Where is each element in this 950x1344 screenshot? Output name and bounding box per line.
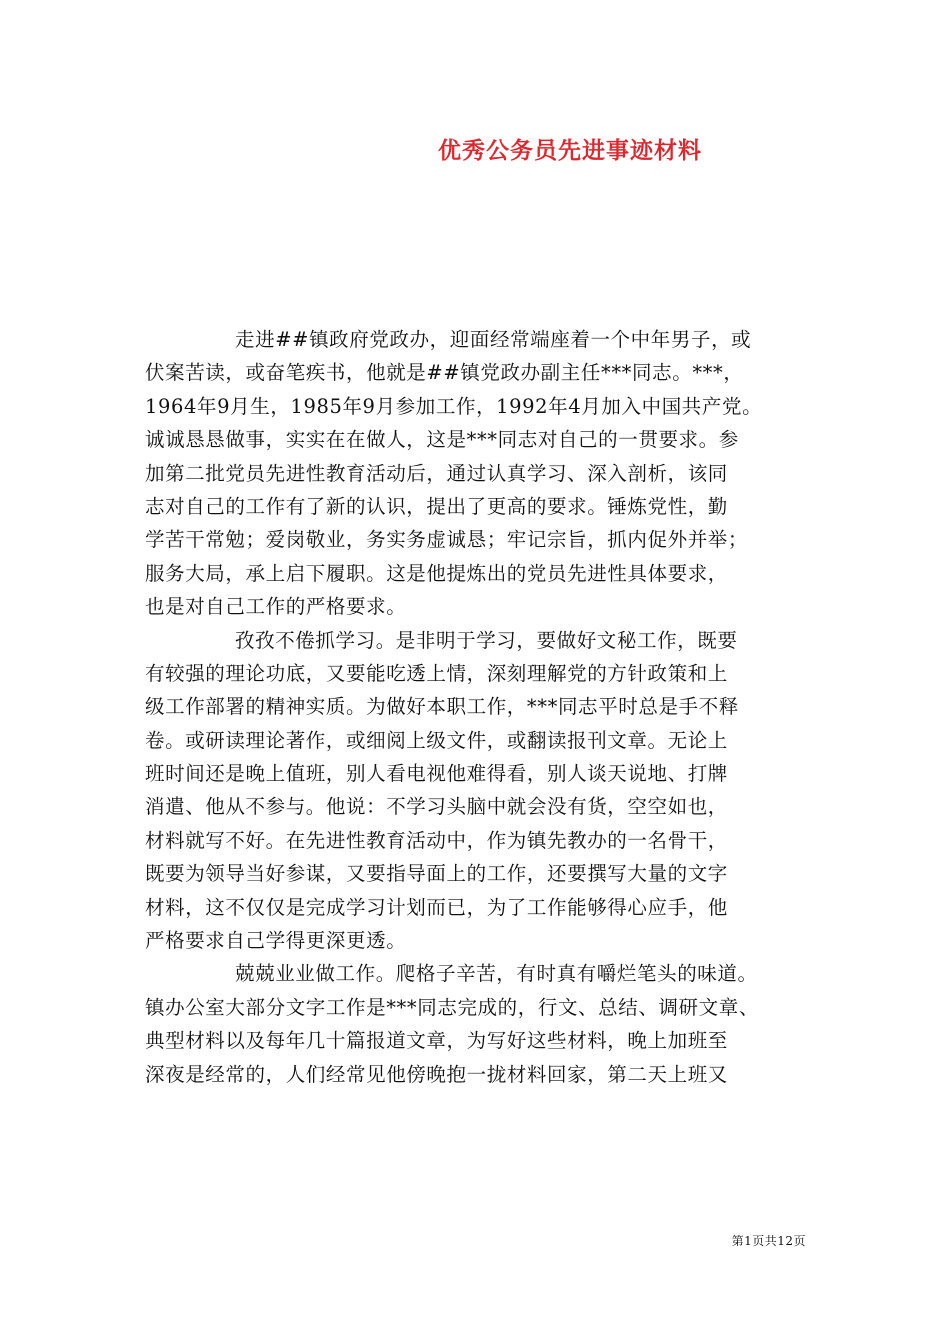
text-line: 严格要求自己学得更深更透。 bbox=[145, 929, 407, 953]
text-line: 学苦干常勉；爱岗敬业，务实务虚诚恳；牢记宗旨，抓内促外并举； bbox=[145, 528, 749, 552]
text-line: 典型材料以及每年几十篇报道文章，为写好这些材料，晚上加班至 bbox=[145, 1029, 728, 1053]
paragraph bbox=[145, 624, 813, 958]
text-line: 孜孜不倦抓学习。是非明于学习，要做好文秘工作，既要 bbox=[235, 628, 738, 652]
text-line: 深夜是经常的，人们经常见他傍晚抱一拢材料回家，第二天上班又 bbox=[145, 1062, 728, 1086]
text-line: 服务大局，承上启下履职。这是他提炼出的党员先进性具体要求， bbox=[145, 561, 728, 585]
text-line: 兢兢业业做工作。爬格子辛苦，有时真有嚼烂笔头的味道。 bbox=[235, 962, 758, 986]
text-line: 志对自己的工作有了新的认识，提出了更高的要求。锤炼党性，勤 bbox=[145, 494, 728, 518]
text-line: 有较强的理论功底，又要能吃透上情，深刻理解党的方针政策和上 bbox=[145, 661, 728, 685]
page-number-footer: 第1页共12页 bbox=[731, 1234, 806, 1248]
text-line: 既要为领导当好参谋，又要指导面上的工作，还要撰写大量的文字 bbox=[145, 862, 728, 886]
document-title: 优秀公务员先进事迹材料 bbox=[438, 137, 702, 164]
text-line: 班时间还是晚上值班，别人看电视他难得看，别人谈天说地、打牌 bbox=[145, 762, 728, 786]
text-line: 级工作部署的精神实质。为做好本职工作，***同志平时总是手不释 bbox=[145, 695, 739, 719]
text-line: 也是对自己工作的严格要求。 bbox=[145, 595, 407, 619]
text-line: 消遣、他从不参与。他说：不学习头脑中就会没有货，空空如也， bbox=[145, 795, 728, 819]
text-line: 走进##镇政府党政办，迎面经常端座着一个中年男子，或 bbox=[235, 328, 752, 351]
text-line: 1964年9月生，1985年9月参加工作，1992年4月加入中国共产党。 bbox=[145, 394, 763, 418]
text-line: 卷。或研读理论著作，或细阅上级文件，或翻读报刊文章。无论上 bbox=[145, 728, 728, 752]
document-body bbox=[145, 323, 813, 1091]
text-line: 加第二批党员先进性教育活动后，通过认真学习、深入剖析，该同 bbox=[145, 461, 728, 485]
paragraph bbox=[145, 323, 813, 624]
text-line: 伏案苦读，或奋笔疾书，他就是##镇党政办副主任***同志。***， bbox=[145, 361, 744, 385]
text-line: 镇办公室大部分文字工作是***同志完成的，行文、总结、调研文章、 bbox=[145, 995, 759, 1019]
text-line: 诚诚恳恳做事，实实在在做人，这是***同志对自己的一贯要求。参 bbox=[145, 428, 739, 452]
text-line: 材料就写不好。在先进性教育活动中，作为镇先教办的一名骨干， bbox=[145, 828, 728, 852]
text-line: 材料，这不仅仅是完成学习计划而已，为了工作能够得心应手，他 bbox=[145, 895, 728, 919]
paragraph bbox=[145, 957, 813, 1091]
